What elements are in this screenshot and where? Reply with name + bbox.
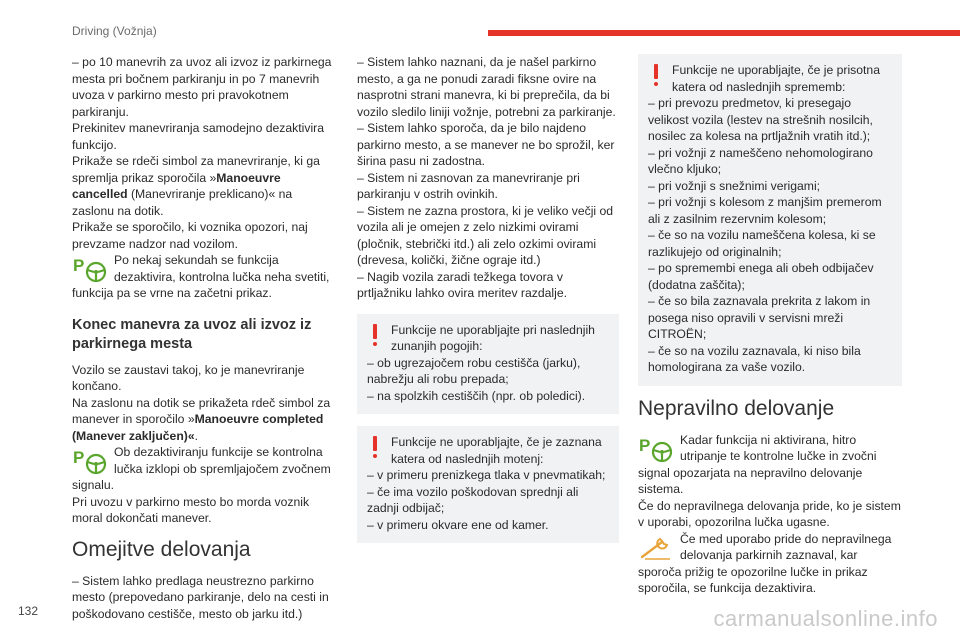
watermark: carmanualsonline.info (713, 606, 938, 631)
list-item: – ob ugrezajočem robu cestišča (jarku), nabrežju ali robu prepada; (367, 355, 581, 386)
park-assist-steering-wheel-icon (72, 446, 108, 476)
section-heading: Konec manevra za uvoz ali izvoz iz parkirnega mesta (72, 316, 312, 352)
list-item: – v primeru okvare ene od kamer. (367, 517, 549, 532)
paragraph (72, 395, 336, 445)
warning-box (638, 54, 902, 386)
svg-text:P: P (73, 256, 85, 275)
paragraph: – Sistem lahko sporoča, da je bilo najdeno parkirno mesto, a se manever ne bo sprožil, ker širina pasu ni zadostna. (357, 121, 615, 168)
paragraph: – Nagib vozila zaradi težkega tovora v prtljažniku lahko ovira meritev razdalje. (357, 269, 567, 300)
warning-exclamation-icon (373, 436, 379, 458)
warning-title (648, 62, 892, 95)
paragraph: – po 10 manevrih za uvoz ali izvoz iz parkirnega mesta pri bočnem parkiranju in po 7 manevrih uvoza v parkirno mesto pri pravokotnem parkiranju. (72, 55, 332, 119)
warning-title (367, 322, 609, 355)
service-wrench-icon (638, 533, 674, 563)
paragraph: Pri uvozu v parkirno mesto bo morda voznik moral dokončati manever. (72, 494, 310, 525)
paragraph-text: Če med uporabo pride do nepravilnega delovanja parkirnih zaznaval, kar sporoča prižig te opozorilne lučke in prikaz sporočila, se funkcija dezaktivira. (638, 531, 892, 595)
text: (Manevriranje preklicano)« na zaslonu na dotik. (72, 187, 293, 218)
icon-paragraph (72, 252, 336, 302)
paragraph-text: Kadar funkcija ni aktivirana, hitro utripanje te kontrolne lučke in zvočni signal opozarjata na nepravilno delovanje sistema. (638, 432, 877, 496)
svg-text:P: P (639, 435, 651, 455)
paragraph-text: Ob dezaktiviranju funkcije se kontrolna lučka izklopi ob spremljajočem zvočnem signalu. (72, 445, 331, 492)
column-3 (638, 54, 902, 597)
list-item: – pri vožnji s snežnimi verigami; (648, 178, 821, 193)
paragraph: – Sistem lahko naznani, da je našel parkirno mesto, a ga ne ponudi zaradi fiksne ovire na nasprotni strani manevra, ki bi preprečila, da bi vozilo sledilo liniji vožnje, potrebni za parkiranje. (357, 55, 616, 119)
paragraph: Prekinitev manevriranja samodejno dezaktivira funkcijo. (72, 121, 324, 152)
icon-paragraph (72, 444, 336, 494)
list-item: – če so bila zaznavala prekrita z lakom in posega niso opravili v servisni mreži CITROËN; (648, 294, 871, 341)
paragraph: – Sistem ni zasnovan za manevriranje pri parkiranju v ostrih ovinkih. (357, 170, 580, 201)
list-item: – če so na vozilu nameščena kolesa, ki se razlikujejo od originalnih; (648, 228, 876, 259)
text: Na zaslonu na dotik se prikažeta rdeč simbol za manever in sporočilo » (72, 395, 331, 426)
warning-title-text: Funkcije ne uporabljajte, če je zaznana katera od naslednjih motenj: (391, 435, 602, 466)
list-item: – v primeru prenizkega tlaka v pnevmatikah; (367, 468, 606, 482)
running-header: Driving (Vožnja) (72, 24, 157, 38)
message-text: Manoeuvre completed (Manever zaključen)« (72, 412, 324, 443)
paragraph: Če do nepravilnega delovanja pride, ko je sistem v uporabi, opozorilna lučka ugasne. (638, 498, 901, 529)
message-text: Manoeuvre cancelled (72, 170, 281, 201)
warning-box (357, 314, 619, 415)
svg-text:P: P (73, 448, 85, 467)
warning-title (367, 434, 609, 467)
park-assist-steering-wheel-icon (638, 434, 674, 464)
paragraph: Vozilo se zaustavi takoj, ko je manevriranje končano. (72, 362, 305, 393)
list-item: – po spremembi enega ali obeh odbijačev (dodatna zaščita); (648, 261, 874, 292)
list-item: – pri vožnji s kolesom z manjšim premerom ali z zasilnim rezervnim kolesom; (648, 195, 882, 226)
text: Prikaže se rdeči simbol za manevriranje, ki ga spremlja prikaz sporočila » (72, 154, 320, 185)
icon-paragraph (638, 531, 902, 597)
list-item: – če so na vozilu zaznavala, ki niso bila homologirana za vaše vozilo. (648, 343, 861, 374)
column-1 (72, 54, 336, 622)
text: . (194, 428, 198, 443)
warning-exclamation-icon (373, 324, 379, 346)
paragraph: Prikaže se sporočilo, ki voznika opozori, naj prevzame nadzor nad vozilom. (72, 220, 308, 251)
column-2 (357, 54, 619, 543)
paragraph: – Sistem ne zazna prostora, ki je veliko večji od vozila ali je omejen z zelo nizkimi ovirami (pločnik, stebrički itd.) ali zelo ozkimi ovirami (drevesa, količki, žične ograje itd.) (357, 203, 614, 267)
page-number: 132 (18, 604, 39, 618)
warning-box (357, 426, 619, 543)
chapter-heading: Omejitve delovanja (72, 537, 251, 561)
icon-paragraph (638, 432, 902, 498)
warning-title-text: Funkcije ne uporabljajte, če je prisotna katera od naslednjih sprememb: (672, 63, 880, 94)
paragraph (72, 153, 336, 219)
list-item: – na spolzkih cestiščih (npr. ob poledici). (367, 388, 586, 403)
list-item: – če ima vozilo poškodovan sprednji ali zadnji odbijač; (367, 484, 579, 515)
list-item: – pri vožnji z nameščeno nehomologirano vlečno kljuko; (648, 145, 873, 176)
warning-exclamation-icon (654, 64, 660, 86)
paragraph-text: Po nekaj sekundah se funkcija dezaktivira, kontrolna lučka neha svetiti, funkcija pa se vrne na začetni prikaz. (72, 253, 330, 300)
chapter-heading: Nepravilno delovanje (638, 396, 835, 420)
header-accent-bar (488, 30, 960, 36)
paragraph: – Sistem lahko predlaga neustrezno parkirno mesto (prepovedano parkiranje, delo na cesti in poškodovano cestišče, mesto ob jarku itd.) (72, 573, 329, 621)
list-item: – pri prevozu predmetov, ki presegajo velikost vozila (lestev na strešnih nosilcih, nosilec za kolesa na prtljažnih vratih itd.); (648, 96, 873, 143)
park-assist-steering-wheel-icon (72, 254, 108, 284)
warning-title-text: Funkcije ne uporabljajte pri naslednjih zunanjih pogojih: (391, 322, 595, 353)
